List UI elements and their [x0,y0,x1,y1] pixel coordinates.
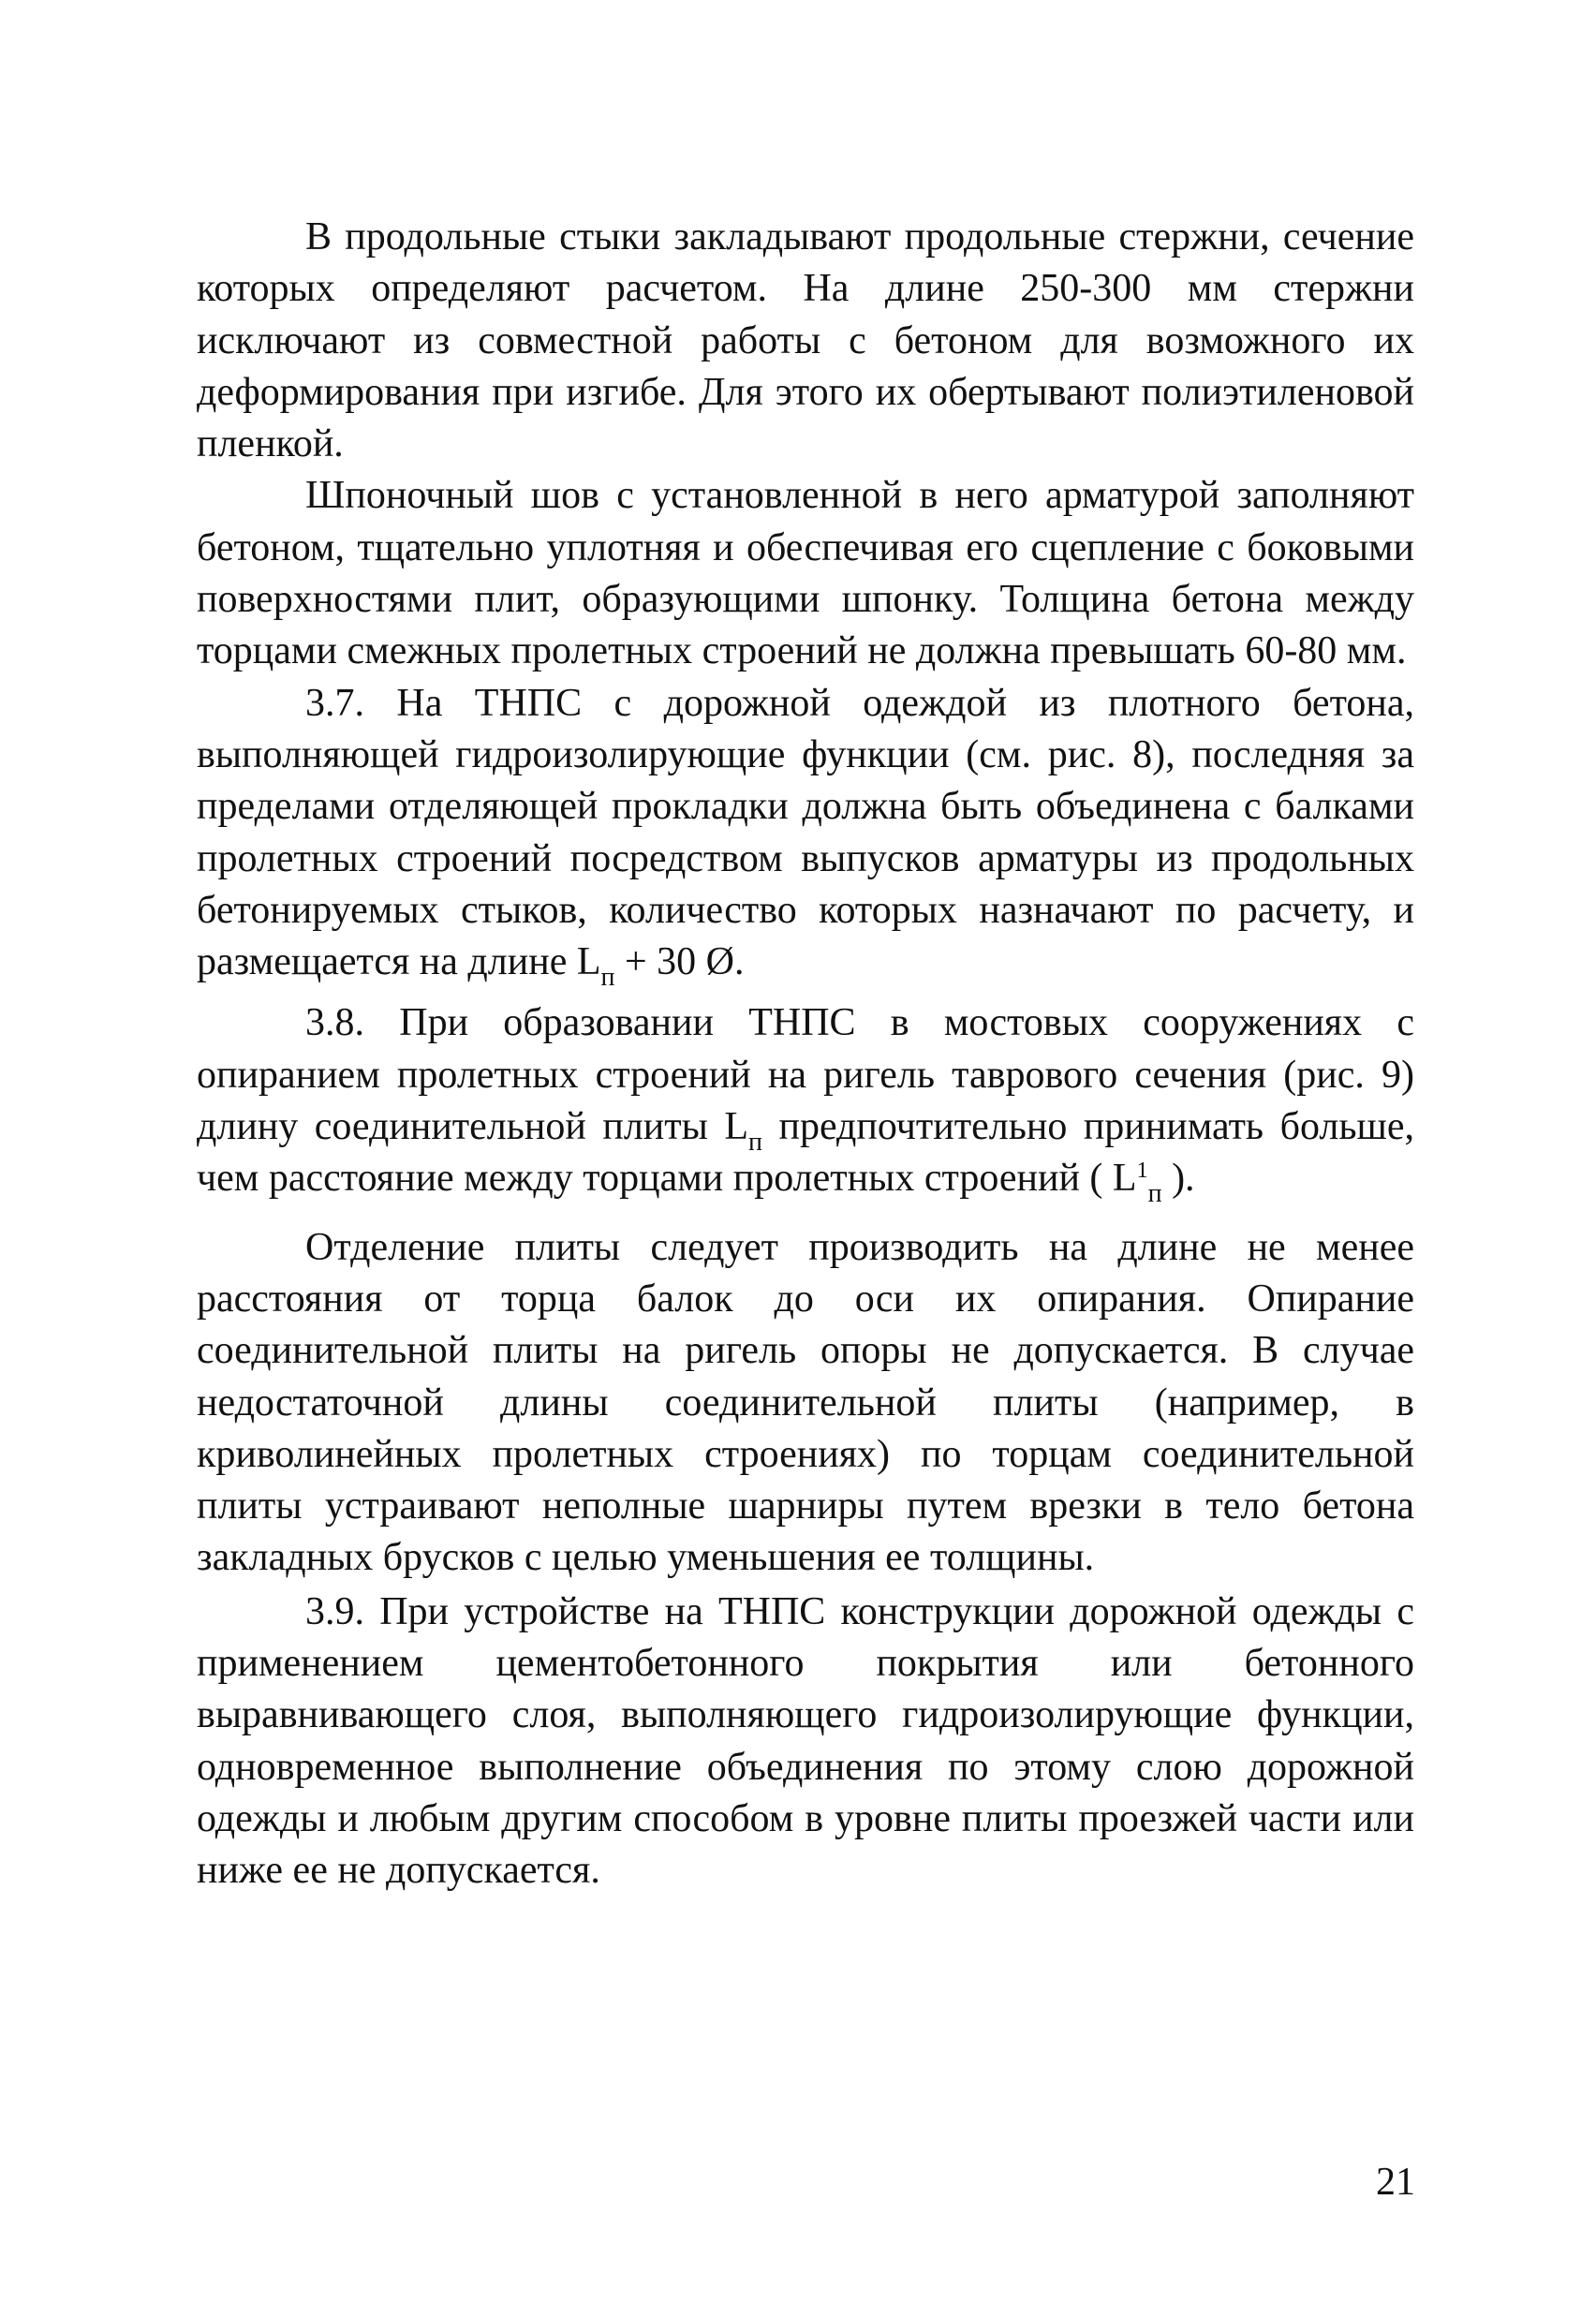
section-3-7-tail: + 30 Ø. [614,940,745,984]
paragraph-section-3-7 [197,678,1414,993]
paragraph-longitudinal-joints: В продольные стыки закладывают продольные стержни, сечение которых определяют расчетом. На длине 250-300 мм стержни исключают из совместной работы с бетоном для возможного их деформирования при изгибе. Для этого их обертывают полиэтиленовой пленкой. [197,215,1414,466]
paragraph-plate-separation: Отделение плиты следует производить на длине не менее расстояния от торца балок до оси их опирания. Опирание соединительной плиты на ригель опоры не допускается. В случае недостаточной длины соединительной плиты (например, в криволинейных пролетных строениях) по торцам соединительной плиты устраивают неполные шарниры путем врезки в тело бетона закладных брусков с целью уменьшения ее толщины. [197,1225,1414,1580]
section-3-8-text: 3.8. При образовании ТНПС в мостовых сооружениях с опиранием пролетных строений на ригель таврового сечения (рис. 9) длину соединительной плиты L [197,1001,1414,1149]
section-3-8-middle: предпочтительно принимать больше, чем расстояние между торцами пролетных строений ( L [197,1105,1414,1201]
paragraph-section-3-9: 3.9. При устройстве на ТНПС конструкции дорожной одежды с применением цементобетонного покрытия или бетонного выравнивающего слоя, выполняющего гидроизолирующие функции, одновременное выполнение объединения по этому слою дорожной одежды и любым другим способом в уровне плиты проезжей части или ниже ее не допускается. [197,1589,1414,1893]
section-3-8-tail: ). [1161,1157,1195,1201]
paragraph-section-3-8 [197,997,1414,1209]
document-body [197,212,1414,1897]
page-number: 21 [1376,2161,1415,2204]
section-3-7-text: 3.7. На ТНПС с дорожной одеждой из плотного бетона, выполняющей гидроизолирующие функции (см. рис. 8), последняя за пределами отделяющей прокладки должна быть объединена с балками пролетных строений посредством выпусков арматуры из продольных бетонируемых стыков, количество которых назначают по расчету, и размещается на длине L [197,681,1414,984]
superscript-1: 1 [1136,1159,1148,1184]
subscript-n: п [600,963,615,993]
subscript-n: п [748,1128,762,1158]
paragraph-keyed-seam: Шпоночный шов с установленной в него арматурой заполняют бетоном, тщательно уплотняя и обеспечивая его сцепление с боковыми поверхностями плит, образующими шпонку. Толщина бетона между торцами смежных пролетных строений не должна превышать 60-80 мм. [197,474,1414,673]
subscript-n: п [1147,1179,1162,1209]
